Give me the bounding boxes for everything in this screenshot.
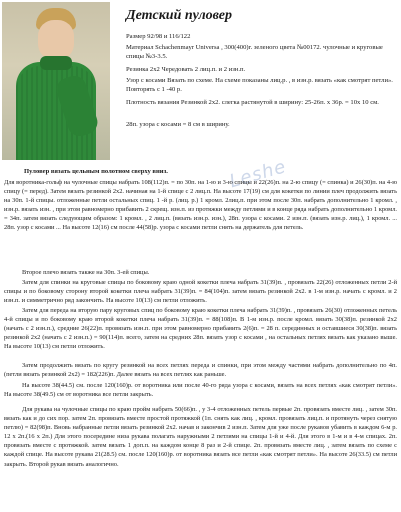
paragraph-back: Затем для спинки на круговые спицы по боковому краю одной кокетки плеча набрать 31(39)п. , провязать 22(26) отложенных петли 2-й спицы и по боковому сторону второй кокетки плеча набрать 31(39)п. = 84(104)п. затем вязать резинкой 2x2. в 1-м изн.р. начать с кромл. и 2 изн.п. и симметрично ряд закончить. На высоте 10(13) см петли отложить. [4,279,397,305]
pattern-line: Узор с косами Вязать по схеме. На схеме показаны лиц.р. , в изн.р. вязать «как смотрят петли». Повторять с 1 -40 р. [126,77,393,93]
page-title: Детский пуловер [126,8,232,23]
material-line: Материал Schachenmayr Universa , 300(400)г. зеленого цвета №00172. чулочные и круговые спицы №3-3.5. [126,44,383,60]
rib-line: Резинка 2x2 Чередовать 2 лиц.п. и 2 изн.п. [126,66,246,73]
paragraph-finish: На высоте 38(44.5) см. после 120(160)р. от воротника или после 40-го ряда узора с косами, вязать на всех петлях «как смотрят петли». На высоте 38(49.5) см от воротника все петли закрыть. [4,382,397,399]
paragraph-collar: Для воротника-гольф на чулочные спицы набрать 108(112)п. = по 30п. на 1-ю и 3-ю спицы и 22(26)п. на 2-ю спицу (= спинка) и 26(30)п. на 4-ю спицу (= перед). Затем вязать резинкой 2x2. начиная на 1-й спице с 2 лиц.п. На высоте 17(19) см для кокетки по линии плеч продолжить вязать на 30п. 1-й спицы. отложенные петли остальных спиц. 1 -й р. (лиц. р.) 1 кромл. 2лиц.п. при этом после 30п. набрать дополнительно 1 кромл. , изн.р. вязать изн. , при этом равномерно прибавить 2 скрещ. изн.п. из протяжки между петлями и в конце ряда набрать дополнительно 1 кромл. = 34п. затем вязать следующим образом: 1 кромл. , 2 лиц.п. (вязать изн.р. изн.), 28п. узора с косами. 2 изн.п. (вязать изн.р. лиц.), 1 кромл. ... 28п. узор с косами ... На высоте 12(16) см после 44(58)р. узора с косами петли снять на держатель для петель. [4,179,397,232]
collar-shape [40,56,72,70]
paragraph-join: Затем продолжить вязать по кругу резинкой на всех петлях переда и спинки, при этом между частями набрать дополнительно по 4п. (петли вязать резинкой 2x2) = 182(226)п. Далее вязать на всех петлях как раньше. [4,362,397,379]
density-line: Плотность вязания Резинкой 2x2. слегка растянутой в ширину: 25-26п. x 36р. = 10x 10 см. [126,99,379,106]
child-photo [2,2,110,160]
size-line: Размер 92/98 и 116/122 [126,33,191,40]
density2-line: 28п. узора с косами = 8 см в ширину. [126,121,230,128]
paragraph-second-shoulder: Второе плечо вязать также на 30п. 3-ей спицы. [22,269,150,276]
intro-line: Пуловер вязать цельным полотном сверху вниз. [24,168,168,175]
paragraph-sleeve: Для рукава на чулочные спицы по краю пройм набрать 50(66)п. , у 3-4 отложенных петель первые 2п. провязать вместе лиц. , затем 30п. вязать как и до сих пор. затем 2п. провязать вместе простой протяжкой (1п. снять как лиц. , кромл. провязать лиц.п. и протянуть через снятую петлю) = 82(98)п. Вновь набранные петли вязать резинкой 2x2. начав и закончив 2 изн.п. Затем для уже после рукавов убавить в каждом 6-м р. 12 x 2п.(16 x 2п.) Для этого посередине низа рукава полагать наружными 2 петлями на спицы 1-й и 4-й. Для этого в 1-м и в 4-м спицах. 2п. провязать вместе с протяжкой. затем вязать 1 доп.п. на каждом конце 8 раз и 2-й спице. 2п. провязать вместе лиц. , затем вязать по схеме с каждой спице. На высоте рукава 21(28.5) см. после 120(160)р. от воротника вязать все петли «как смотрят петли». На высоте 26(33.5) см петли закрыть. Второй рукав вязать аналогично. [4,406,397,468]
face-shape [38,20,74,60]
paragraph-front: Затем для переда на вторую пару круговых спиц по боковому краю кокетки плеча набрать 31(39)п. , провязать 26(30) отложенных петель 4-й спицы и по боковому краю второй кокетки плеча набрать 31(39)п. = 88(108)п. В 1-м изн.р. после кромл. вязать 30(38)п. резинкой 2x2 (начать с 2 изн.п.), средние 26(22)п. провязать изн.п. при этом равномерно прибавить 2(6)п. = 28 п. серединных и оставшиеся 30(38)п. вязать резинкой 2x2 (начать с 2 изн.п.) = 90(114)п. всего, затем на средних 28п. вязать узор с косами , на остальных петлях вязать как указано выше. На высоте 10(13) см петли отложить. [4,307,397,351]
watermark-text: Leshe [227,156,289,193]
